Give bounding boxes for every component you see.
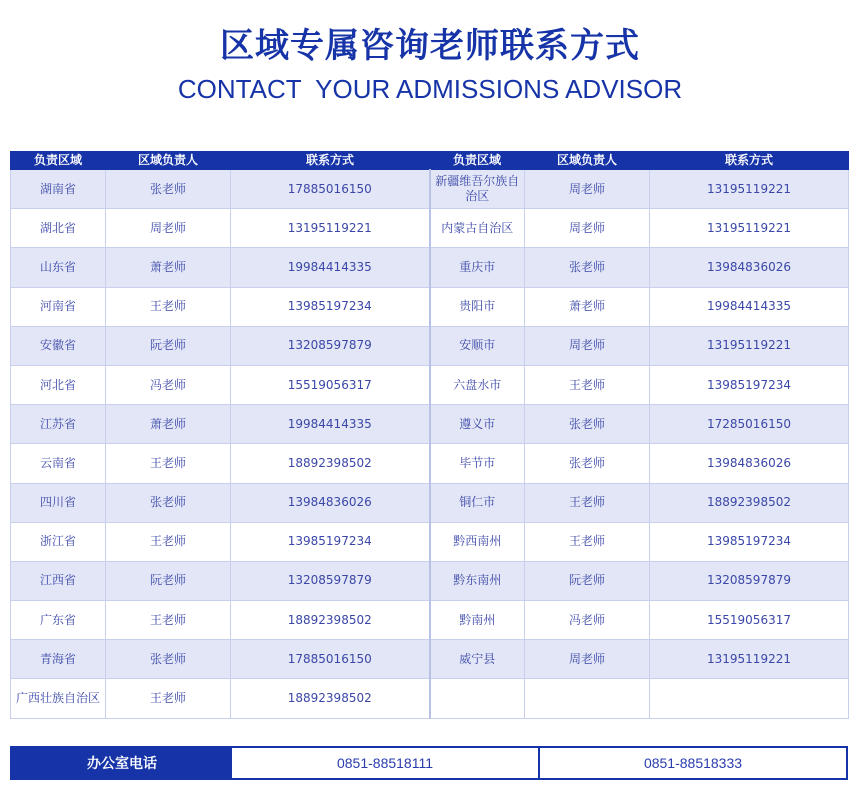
contact-table-wrapper [10, 151, 848, 719]
cell-person-left: 王老师 [106, 444, 231, 483]
table-row [11, 679, 849, 718]
table-row [11, 640, 849, 679]
cell-region-right: 威宁县 [430, 640, 525, 679]
cell-region-left: 云南省 [11, 444, 106, 483]
cell-person-right: 张老师 [525, 248, 650, 287]
cell-person-left: 周老师 [106, 209, 231, 248]
page-title: 区域专属咨询老师联系方式 [220, 26, 640, 66]
cell-region-right: 六盘水市 [430, 365, 525, 404]
cell-phone-right[interactable]: 13195119221 [650, 170, 849, 209]
cell-person-left: 萧老师 [106, 405, 231, 444]
cell-phone-right[interactable]: 19984414335 [650, 287, 849, 326]
cell-phone-left[interactable]: 17885016150 [231, 170, 430, 209]
cell-person-right: 萧老师 [525, 287, 650, 326]
cell-person-right: 王老师 [525, 522, 650, 561]
cell-person-left: 阮老师 [106, 561, 231, 600]
table-body [11, 170, 849, 719]
cell-phone-right[interactable]: 13984836026 [650, 444, 849, 483]
cell-phone-right[interactable]: 13985197234 [650, 522, 849, 561]
cell-person-right: 王老师 [525, 365, 650, 404]
cell-person-left: 王老师 [106, 522, 231, 561]
cell-region-right: 黔西南州 [430, 522, 525, 561]
table-row [11, 601, 849, 640]
cell-region-right: 内蒙古自治区 [430, 209, 525, 248]
header-region-left: 负责区域 [11, 152, 106, 170]
cell-person-right [525, 679, 650, 718]
table-row [11, 287, 849, 326]
table-row [11, 522, 849, 561]
cell-phone-right[interactable]: 13208597879 [650, 561, 849, 600]
table-row [11, 561, 849, 600]
cell-region-left: 广西壮族自治区 [11, 679, 106, 718]
cell-person-left: 冯老师 [106, 365, 231, 404]
cell-region-right: 毕节市 [430, 444, 525, 483]
page-subtitle: CONTACT YOUR ADMISSIONS ADVISOR [177, 74, 683, 104]
cell-region-left: 江西省 [11, 561, 106, 600]
cell-person-left: 王老师 [106, 679, 231, 718]
cell-person-right: 王老师 [525, 483, 650, 522]
cell-person-left: 张老师 [106, 170, 231, 209]
cell-phone-right[interactable]: 15519056317 [650, 601, 849, 640]
cell-phone-left[interactable]: 13984836026 [231, 483, 430, 522]
cell-phone-left[interactable]: 13208597879 [231, 326, 430, 365]
table-header-row [11, 152, 849, 170]
cell-region-right: 黔南州 [430, 601, 525, 640]
table-row [11, 483, 849, 522]
table-row [11, 365, 849, 404]
table-row [11, 248, 849, 287]
cell-region-left: 山东省 [11, 248, 106, 287]
cell-phone-left[interactable]: 15519056317 [231, 365, 430, 404]
cell-phone-left[interactable]: 13985197234 [231, 522, 430, 561]
cell-region-right: 重庆市 [430, 248, 525, 287]
cell-phone-right[interactable]: 13195119221 [650, 640, 849, 679]
cell-phone-left[interactable]: 13208597879 [231, 561, 430, 600]
header-contact-left: 联系方式 [231, 152, 430, 170]
cell-phone-right[interactable]: 13195119221 [650, 209, 849, 248]
office-phone-bar [10, 746, 848, 780]
cell-person-right: 阮老师 [525, 561, 650, 600]
contact-table [10, 151, 849, 719]
cell-region-left: 湖南省 [11, 170, 106, 209]
cell-person-left: 萧老师 [106, 248, 231, 287]
cell-person-right: 张老师 [525, 405, 650, 444]
table-row [11, 405, 849, 444]
cell-person-right: 周老师 [525, 209, 650, 248]
cell-region-right: 安顺市 [430, 326, 525, 365]
header-contact-right: 联系方式 [650, 152, 849, 170]
cell-region-left: 河南省 [11, 287, 106, 326]
cell-phone-left[interactable]: 13195119221 [231, 209, 430, 248]
cell-person-right: 冯老师 [525, 601, 650, 640]
table-row [11, 326, 849, 365]
cell-phone-right[interactable]: 13984836026 [650, 248, 849, 287]
cell-phone-right[interactable]: 13195119221 [650, 326, 849, 365]
table-row [11, 444, 849, 483]
cell-person-right: 周老师 [525, 326, 650, 365]
cell-region-right: 新疆维吾尔族自治区 [430, 170, 525, 209]
office-phone-1[interactable]: 0851-88518111 [336, 755, 434, 771]
table-row [11, 209, 849, 248]
cell-person-right: 张老师 [525, 444, 650, 483]
cell-phone-left[interactable]: 19984414335 [231, 248, 430, 287]
cell-region-right: 铜仁市 [430, 483, 525, 522]
cell-region-left: 安徽省 [11, 326, 106, 365]
cell-region-right: 贵阳市 [430, 287, 525, 326]
cell-region-left: 湖北省 [11, 209, 106, 248]
cell-person-left: 王老师 [106, 601, 231, 640]
cell-region-right: 遵义市 [430, 405, 525, 444]
cell-region-left: 浙江省 [11, 522, 106, 561]
header-region-right: 负责区域 [430, 152, 525, 170]
cell-region-left: 四川省 [11, 483, 106, 522]
cell-phone-left[interactable]: 18892398502 [231, 444, 430, 483]
cell-region-right [430, 679, 525, 718]
cell-phone-left[interactable]: 17885016150 [231, 640, 430, 679]
cell-region-left: 广东省 [11, 601, 106, 640]
cell-phone-right[interactable]: 18892398502 [650, 483, 849, 522]
cell-phone-left[interactable]: 18892398502 [231, 679, 430, 718]
cell-person-left: 张老师 [106, 640, 231, 679]
header-person-left: 区域负责人 [106, 152, 231, 170]
office-phone-label: 办公室电话 [12, 748, 232, 778]
table-row [11, 170, 849, 209]
cell-person-left: 阮老师 [106, 326, 231, 365]
office-phone-2[interactable]: 0851-88518333 [538, 748, 846, 778]
cell-person-left: 张老师 [106, 483, 231, 522]
header-person-right: 区域负责人 [525, 152, 650, 170]
cell-person-right: 周老师 [525, 170, 650, 209]
cell-phone-right[interactable]: 17285016150 [650, 405, 849, 444]
cell-phone-right [650, 679, 849, 718]
cell-phone-left[interactable]: 13985197234 [231, 287, 430, 326]
cell-phone-right[interactable]: 13985197234 [650, 365, 849, 404]
cell-region-left: 河北省 [11, 365, 106, 404]
cell-phone-left[interactable]: 18892398502 [231, 601, 430, 640]
cell-person-left: 王老师 [106, 287, 231, 326]
cell-person-right: 周老师 [525, 640, 650, 679]
cell-region-right: 黔东南州 [430, 561, 525, 600]
cell-region-left: 江苏省 [11, 405, 106, 444]
cell-phone-left[interactable]: 19984414335 [231, 405, 430, 444]
cell-region-left: 青海省 [11, 640, 106, 679]
